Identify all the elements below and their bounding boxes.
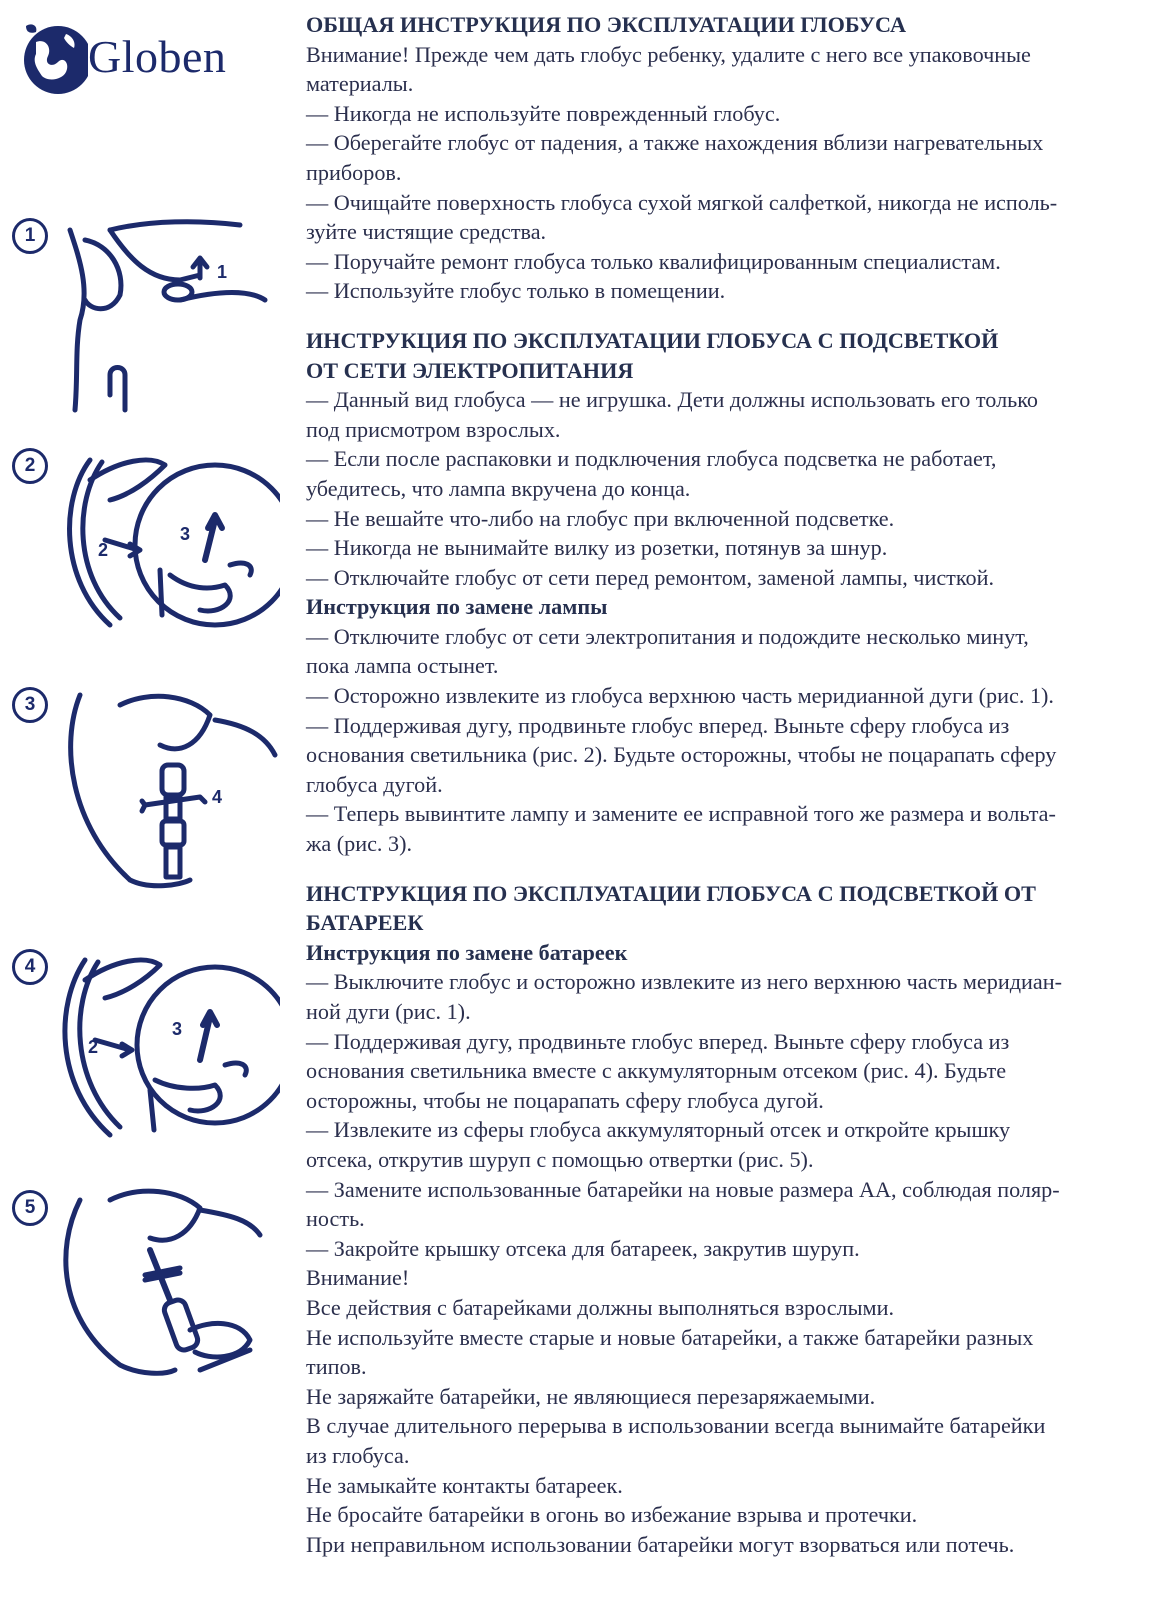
section-title-cont: БАТАРЕЕК [306, 910, 424, 936]
text-line: под присмотром взрослых. [306, 416, 561, 442]
subsection-title: Инструкция по замене лампы [306, 594, 608, 620]
text-line: — Данный вид глобуса — не игрушка. Дети должны использовать его только [306, 387, 1039, 413]
text-line: — Поддерживая дугу, продвиньте глобус вперед. Выньте сферу глобуса из [306, 712, 1010, 738]
text-line: типов. [306, 1354, 367, 1380]
instruction-text [306, 10, 1162, 1559]
text-line: из глобуса. [306, 1442, 410, 1468]
svg-text:3: 3 [172, 1019, 183, 1039]
text-line: пока лампа остынет. [306, 653, 499, 679]
figure-number: 5 [12, 1190, 48, 1226]
text-line: Не заряжайте батарейки, не являющиеся перезаряжаемыми. [306, 1383, 876, 1409]
text-line: глобуса дугой. [306, 771, 443, 797]
section-title-cont: ОТ СЕТИ ЭЛЕКТРОПИТАНИЯ [306, 357, 634, 383]
text-line: основания светильника (рис. 2). Будьте осторожны, чтобы не поцарапать сферу [306, 742, 1057, 768]
svg-text:2: 2 [88, 1037, 99, 1057]
text-line: ность. [306, 1206, 365, 1232]
text-line: Внимание! [306, 1265, 410, 1291]
figure-number: 4 [12, 949, 48, 985]
replace-battery-illustration [50, 1180, 280, 1380]
text-line: убедитесь, что лампа вкручена до конца. [306, 475, 691, 501]
text-line: осторожны, чтобы не поцарапать сферу глобуса дугой. [306, 1087, 824, 1113]
text-line: — Никогда не используйте поврежденный глобус. [306, 100, 781, 126]
text-line: основания светильника вместе с аккумуляторным отсеком (рис. 4). Будьте [306, 1058, 1007, 1084]
text-line: Внимание! Прежде чем дать глобус ребенку, удалите с него все упаковочные [306, 41, 1031, 67]
text-line: — Теперь вывинтите лампу и замените ее исправной того же размера и вольта- [306, 801, 1056, 827]
text-line: В случае длительного перерыва в использовании всегда вынимайте батарейки [306, 1413, 1046, 1439]
section-title: ИНСТРУКЦИЯ ПО ЭКСПЛУАТАЦИИ ГЛОБУСА С ПОДСВЕТКОЙ [306, 327, 999, 353]
subsection-title: Инструкция по замене батареек [306, 939, 628, 965]
figure-number: 1 [12, 218, 48, 254]
text-line: материалы. [306, 71, 414, 97]
svg-text:3: 3 [180, 524, 191, 544]
text-line: — Если после распаковки и подключения глобуса подсветка не работает, [306, 446, 997, 472]
text-line: жа (рис. 3). [306, 831, 413, 857]
remove-meridian-illustration [50, 200, 280, 430]
svg-text:4: 4 [212, 787, 223, 807]
remove-sphere-illustration [50, 440, 280, 640]
text-line: — Не вешайте что-либо на глобус при включенной подсветке. [306, 505, 895, 531]
text-line: — Оберегайте глобус от падения, а также нахождения вблизи нагревательных [306, 130, 1044, 156]
arrow-label [210, 785, 234, 809]
figure-5 [0, 1180, 290, 1410]
arrow-label [86, 1035, 110, 1059]
text-line: — Закройте крышку отсека для батареек, закрутив шуруп. [306, 1235, 860, 1261]
globe-logo-icon [18, 12, 88, 102]
text-line: — Очищайте поверхность глобуса сухой мягкой салфеткой, никогда не исполь- [306, 189, 1058, 215]
text-line: Не бросайте батарейки в огонь во избежание взрыва и протечки. [306, 1502, 918, 1528]
battery-instructions [306, 879, 1162, 1560]
svg-text:1: 1 [217, 262, 228, 282]
figure-1 [0, 200, 290, 430]
mains-instructions [306, 326, 1162, 859]
unscrew-lamp-illustration [50, 685, 280, 895]
arrow-label [170, 1017, 194, 1041]
text-line: — Отключайте глобус от сети перед ремонтом, заменой лампы, чисткой. [306, 564, 995, 590]
section-title: ОБЩАЯ ИНСТРУКЦИЯ ПО ЭКСПЛУАТАЦИИ ГЛОБУСА [306, 12, 906, 37]
text-line: Не замыкайте контакты батареек. [306, 1472, 623, 1498]
figure-number: 3 [12, 687, 48, 723]
brand-wordmark: Globen [88, 31, 227, 82]
text-line: Не используйте вместе старые и новые батарейки, а также батарейки разных [306, 1324, 1034, 1350]
text-line: — Используйте глобус только в помещении. [306, 278, 726, 304]
text-line: ной дуги (рис. 1). [306, 999, 471, 1024]
globen-logo [18, 12, 258, 108]
figure-3 [0, 685, 290, 915]
text-line: зуйте чистящие средства. [306, 219, 547, 245]
text-line: — Поддерживая дугу, продвиньте глобус вперед. Выньте сферу глобуса из [306, 1028, 1010, 1054]
section-title: ИНСТРУКЦИЯ ПО ЭКСПЛУАТАЦИИ ГЛОБУСА С ПОДСВЕТКОЙ ОТ [306, 880, 1036, 906]
text-line: — Отключите глобус от сети электропитания и подождите несколько минут, [306, 623, 1029, 649]
text-line: При неправильном использовании батарейки могут взорваться или потечь. [306, 1531, 1015, 1557]
text-line: приборов. [306, 159, 402, 185]
text-line: — Выключите глобус и осторожно извлеките из него верхнюю часть меридиан- [306, 969, 1062, 995]
text-line: — Поручайте ремонт глобуса только квалифицированным специалистам. [306, 248, 1001, 274]
arrow-label [215, 260, 239, 284]
general-instructions [306, 10, 1162, 306]
figure-4 [0, 935, 290, 1165]
svg-text:2: 2 [98, 540, 109, 560]
arrow-label [96, 538, 120, 562]
remove-sphere-battery-illustration [50, 935, 280, 1145]
text-line: — Никогда не вынимайте вилку из розетки, потянув за шнур. [306, 535, 888, 561]
text-line: отсека, открутив шуруп с помощью отвертки (рис. 5). [306, 1146, 814, 1172]
text-line: — Извлеките из сферы глобуса аккумуляторный отсек и откройте крышку [306, 1117, 1011, 1143]
text-line: — Осторожно извлеките из глобуса верхнюю часть меридианной дуги (рис. 1). [306, 683, 1054, 709]
figure-number: 2 [12, 448, 48, 484]
figure-2 [0, 440, 290, 670]
text-line: — Замените использованные батарейки на новые размера АА, соблюдая поляр- [306, 1176, 1060, 1202]
arrow-label [178, 522, 202, 546]
text-line: Все действия с батарейками должны выполняться взрослыми. [306, 1294, 895, 1320]
